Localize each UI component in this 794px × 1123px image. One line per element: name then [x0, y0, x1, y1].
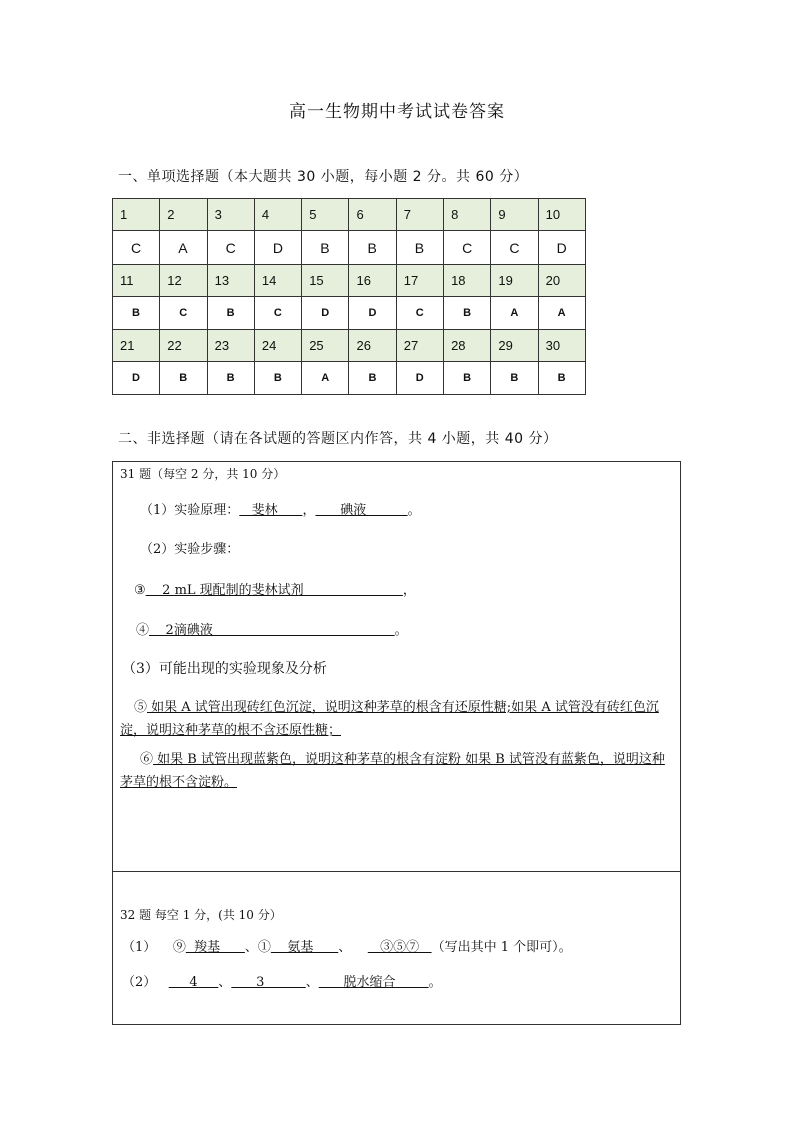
q31-answer-iodine: 碘液: [315, 503, 408, 518]
answer-cell: B: [491, 362, 538, 395]
q31-answer-feilin: 斐林: [239, 503, 303, 518]
answer-cell: C: [207, 231, 254, 265]
q31-step-3: ③ 2 mL 现配制的斐林试剂 ，: [134, 583, 416, 598]
question-number-cell: 4: [254, 199, 301, 231]
question-number-cell: 5: [302, 199, 349, 231]
answer-cell: B: [113, 297, 160, 330]
question-number-cell: 25: [302, 330, 349, 362]
answer-cell: C: [254, 297, 301, 330]
question-number-cell: 20: [538, 265, 585, 297]
answer-cell: B: [207, 362, 254, 395]
question-number-cell: 21: [113, 330, 160, 362]
q31-step-4-answer: 2滴碘液: [149, 623, 395, 638]
answer-cell: C: [396, 297, 443, 330]
q32-part-1: （1） ⑨ 羧基 、① 氨基 、 ③⑤⑦ （写出其中 1 个即可）。: [122, 940, 572, 955]
question-number-row: [113, 199, 586, 231]
question-number-cell: 30: [538, 330, 585, 362]
answer-cell: D: [254, 231, 301, 265]
q32-answer-groups: ③⑤⑦: [367, 940, 432, 955]
answer-cell: D: [396, 362, 443, 395]
answer-cell: B: [254, 362, 301, 395]
question-number-cell: 15: [302, 265, 349, 297]
question-31-box: [112, 461, 681, 872]
q31-principle: （1）实验原理： 斐林 ， 碘液 。: [140, 503, 421, 518]
q31-phenomena-label: （3）可能出现的实验现象及分析: [122, 661, 327, 677]
question-number-cell: 27: [396, 330, 443, 362]
answer-cell: A: [538, 297, 585, 330]
question-32-box: [112, 871, 681, 1025]
q31-step-3-answer: 2 mL 现配制的斐林试剂: [145, 583, 403, 598]
answer-cell: D: [538, 231, 585, 265]
page-title: 高一生物期中考试试卷答案: [289, 102, 505, 122]
question-number-row: [113, 330, 586, 362]
question-number-cell: 2: [160, 199, 207, 231]
q32-answer-amino: 氨基: [270, 940, 339, 955]
question-number-cell: 7: [396, 199, 443, 231]
section-2-heading: 二、非选择题（请在各试题的答题区内作答，共 4 小题，共 40 分）: [118, 431, 558, 447]
q31-steps-label: （2）实验步骤：: [140, 542, 240, 557]
question-number-cell: 18: [444, 265, 491, 297]
question-number-cell: 26: [349, 330, 396, 362]
answer-row: [113, 362, 586, 395]
answer-cell: D: [302, 297, 349, 330]
question-number-cell: 9: [491, 199, 538, 231]
answer-cell: B: [538, 362, 585, 395]
q31-step-4: ④ 2滴碘液 。: [136, 623, 408, 638]
question-number-cell: 19: [491, 265, 538, 297]
answer-cell: D: [113, 362, 160, 395]
answer-cell: B: [302, 231, 349, 265]
q32-answer-3: 3: [231, 975, 306, 990]
question-number-cell: 29: [491, 330, 538, 362]
answer-cell: B: [444, 362, 491, 395]
answer-cell: A: [491, 297, 538, 330]
q31-step-5-answer: 如果 A 试管出现砖红色沉淀，说明这种茅草的根含有还原性糖;如果 A 试管没有砖红色沉淀，说明这种茅草的根不含还原性糖；: [120, 700, 659, 738]
answer-cell: B: [349, 362, 396, 395]
answer-cell: A: [302, 362, 349, 395]
q32-answer-4: 4: [168, 975, 219, 990]
answer-cell: C: [160, 297, 207, 330]
question-number-cell: 13: [207, 265, 254, 297]
question-number-cell: 3: [207, 199, 254, 231]
answer-cell: B: [160, 362, 207, 395]
answer-cell: A: [160, 231, 207, 265]
q32-answer-dehydration: 脱水缩合: [318, 975, 429, 990]
answer-cell: B: [396, 231, 443, 265]
q31-step-6: ⑥ 如果 B 试管出现蓝紫色，说明这种茅草的根含有淀粉 如果 B 试管没有蓝紫色，说明这种茅草的根不含淀粉。: [120, 752, 665, 790]
answer-row: [113, 297, 586, 330]
q31-header: 31 题（每空 2 分，共 10 分）: [120, 467, 286, 481]
q32-answer-carboxyl: 羧基: [185, 940, 245, 955]
q32-part-2: （2） 4 、 3 、 脱水缩合 。: [122, 975, 442, 990]
answer-cell: C: [491, 231, 538, 265]
answer-cell: B: [444, 297, 491, 330]
question-number-cell: 22: [160, 330, 207, 362]
question-number-cell: 11: [113, 265, 160, 297]
q31-step-6-answer: 如果 B 试管出现蓝紫色，说明这种茅草的根含有淀粉 如果 B 试管没有蓝紫色，说明这种茅草的根不含淀粉。: [120, 752, 665, 790]
answer-cell: C: [444, 231, 491, 265]
answer-table: [112, 198, 586, 395]
question-number-row: [113, 265, 586, 297]
question-number-cell: 1: [113, 199, 160, 231]
section-1-heading: 一、单项选择题（本大题共 30 小题，每小题 2 分。共 60 分）: [118, 169, 529, 185]
question-number-cell: 10: [538, 199, 585, 231]
question-number-cell: 12: [160, 265, 207, 297]
answer-cell: B: [349, 231, 396, 265]
q31-step-5: ⑤ 如果 A 试管出现砖红色沉淀，说明这种茅草的根含有还原性糖;如果 A 试管没有砖红色沉淀，说明这种茅草的根不含还原性糖；: [120, 700, 659, 738]
question-number-cell: 6: [349, 199, 396, 231]
answer-row: [113, 231, 586, 265]
question-number-cell: 28: [444, 330, 491, 362]
question-number-cell: 23: [207, 330, 254, 362]
q32-header: 32 题 每空 1 分，(共 10 分）: [120, 908, 282, 922]
answer-cell: D: [349, 297, 396, 330]
question-number-cell: 24: [254, 330, 301, 362]
question-number-cell: 8: [444, 199, 491, 231]
answer-cell: B: [207, 297, 254, 330]
answer-cell: C: [113, 231, 160, 265]
question-number-cell: 17: [396, 265, 443, 297]
question-number-cell: 16: [349, 265, 396, 297]
question-number-cell: 14: [254, 265, 301, 297]
